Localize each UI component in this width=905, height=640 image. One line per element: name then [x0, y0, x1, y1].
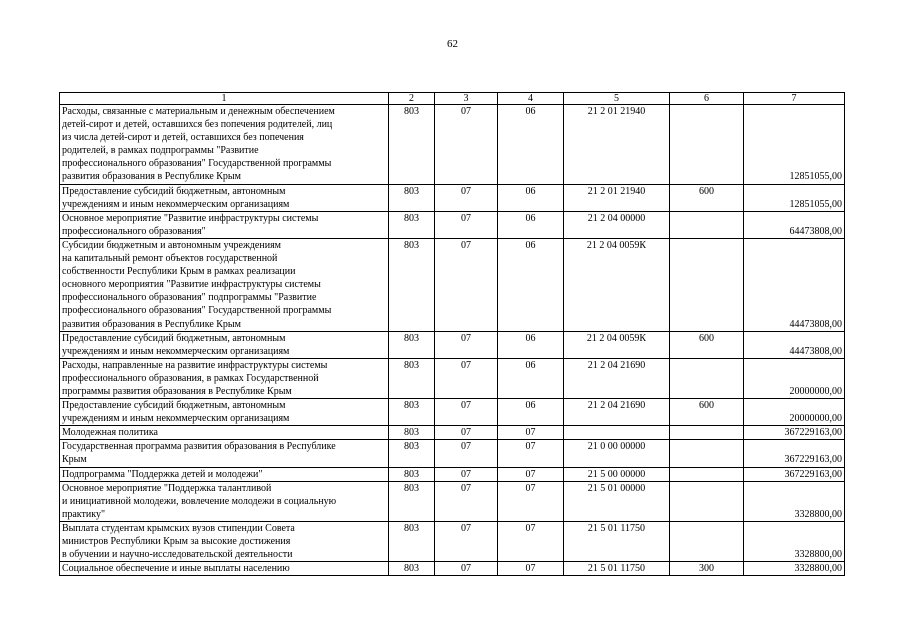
- row-amount-cell: 44473808,00: [744, 331, 845, 358]
- row-name-line: профессионального образования": [62, 225, 206, 237]
- table-row: [60, 331, 845, 358]
- row-code-cell: 803: [389, 238, 435, 331]
- row-subsection-cell: 07: [498, 562, 564, 576]
- table-row: [60, 440, 845, 467]
- row-name-cell: [60, 562, 389, 576]
- row-code-cell: 803: [389, 184, 435, 211]
- row-amount-cell: 12851055,00: [744, 184, 845, 211]
- row-code-cell: 803: [389, 440, 435, 467]
- header-row: [60, 93, 845, 105]
- row-subsection-cell: 06: [498, 184, 564, 211]
- row-section-cell: 07: [435, 481, 498, 521]
- header-cell-5: 5: [564, 93, 670, 105]
- row-expense-type-cell: [670, 521, 744, 561]
- table-row: [60, 184, 845, 211]
- row-name-line: собственности Республики Крым в рамках реализации: [62, 266, 296, 278]
- row-section-cell: 07: [435, 184, 498, 211]
- row-subsection-cell: 07: [498, 481, 564, 521]
- row-name-line: программы развития образования в Республике Крым: [62, 385, 292, 397]
- row-name-line: Выплата студентам крымских вузов стипендии Совета: [62, 522, 295, 534]
- row-section-cell: 07: [435, 358, 498, 398]
- header-cell-3: 3: [435, 93, 498, 105]
- header-cell-4: 4: [498, 93, 564, 105]
- row-name-line: основного мероприятия "Развитие инфраструктуры системы: [62, 279, 321, 291]
- row-name-line: Предоставление субсидий бюджетным, автономным: [62, 332, 286, 344]
- row-code-cell: 803: [389, 467, 435, 481]
- table-row: [60, 358, 845, 398]
- row-subsection-cell: 06: [498, 105, 564, 185]
- row-name-cell: [60, 331, 389, 358]
- row-name-line: практику": [62, 508, 106, 520]
- row-target-article-cell: 21 2 04 0059К: [564, 331, 670, 358]
- row-expense-type-cell: [670, 440, 744, 467]
- page-number: 62: [447, 38, 458, 50]
- row-expense-type-cell: 600: [670, 331, 744, 358]
- row-code-cell: 803: [389, 211, 435, 238]
- row-amount-cell: 44473808,00: [744, 238, 845, 331]
- row-target-article-cell: 21 2 01 21940: [564, 184, 670, 211]
- row-section-cell: 07: [435, 440, 498, 467]
- row-section-cell: 07: [435, 399, 498, 426]
- header-cell-6: 6: [670, 93, 744, 105]
- row-expense-type-cell: [670, 467, 744, 481]
- row-target-article-cell: [564, 426, 670, 440]
- row-subsection-cell: 06: [498, 238, 564, 331]
- table-body: [60, 93, 845, 576]
- row-target-article-cell: 21 5 01 11750: [564, 521, 670, 561]
- row-amount-cell: 20000000,00: [744, 399, 845, 426]
- table-row: [60, 399, 845, 426]
- row-expense-type-cell: [670, 481, 744, 521]
- row-code-cell: 803: [389, 358, 435, 398]
- row-name-line: Государственная программа развития образования в Республике: [62, 441, 336, 453]
- row-subsection-cell: 06: [498, 399, 564, 426]
- row-section-cell: 07: [435, 426, 498, 440]
- row-target-article-cell: 21 5 00 00000: [564, 467, 670, 481]
- row-name-cell: [60, 184, 389, 211]
- row-name-line: Предоставление субсидий бюджетным, автономным: [62, 185, 286, 197]
- row-expense-type-cell: [670, 211, 744, 238]
- row-name-line: учреждениям и иным некоммерческим организациям: [62, 198, 290, 210]
- row-name-line: учреждениям и иным некоммерческим организациям: [62, 345, 290, 357]
- row-name-cell: [60, 358, 389, 398]
- row-name-line: детей-сирот и детей, оставшихся без попечения родителей, лиц: [62, 119, 333, 131]
- row-target-article-cell: 21 0 00 00000: [564, 440, 670, 467]
- row-target-article-cell: 21 2 04 0059К: [564, 238, 670, 331]
- row-code-cell: 803: [389, 331, 435, 358]
- table-row: [60, 562, 845, 576]
- row-name-cell: [60, 467, 389, 481]
- row-code-cell: 803: [389, 399, 435, 426]
- row-name-cell: [60, 105, 389, 185]
- row-amount-cell: 367229163,00: [744, 426, 845, 440]
- row-amount-cell: 3328800,00: [744, 521, 845, 561]
- row-name-cell: [60, 211, 389, 238]
- row-expense-type-cell: 600: [670, 399, 744, 426]
- row-name-line: учреждениям и иным некоммерческим организациям: [62, 413, 290, 425]
- row-amount-cell: 367229163,00: [744, 440, 845, 467]
- row-name-cell: [60, 521, 389, 561]
- table-row: [60, 105, 845, 185]
- row-name-line: на капитальный ремонт объектов государственной: [62, 253, 278, 265]
- row-name-line: Социальное обеспечение и иные выплаты населению: [62, 563, 290, 575]
- row-code-cell: 803: [389, 521, 435, 561]
- row-section-cell: 07: [435, 521, 498, 561]
- row-expense-type-cell: [670, 238, 744, 331]
- row-target-article-cell: 21 2 04 00000: [564, 211, 670, 238]
- row-amount-cell: 64473808,00: [744, 211, 845, 238]
- row-expense-type-cell: [670, 358, 744, 398]
- row-name-line: родителей, в рамках подпрограммы "Развитие: [62, 145, 259, 157]
- row-name-line: профессионального образования, в рамках Государственной: [62, 372, 319, 384]
- row-expense-type-cell: [670, 105, 744, 185]
- row-subsection-cell: 06: [498, 358, 564, 398]
- row-name-line: Субсидии бюджетным и автономным учреждениям: [62, 239, 282, 251]
- row-name-cell: [60, 238, 389, 331]
- row-target-article-cell: 21 5 01 00000: [564, 481, 670, 521]
- row-section-cell: 07: [435, 331, 498, 358]
- header-cell-1: 1: [60, 93, 389, 105]
- row-name-cell: [60, 399, 389, 426]
- row-subsection-cell: 07: [498, 521, 564, 561]
- row-name-line: профессионального образования" подпрограммы "Развитие: [62, 292, 317, 304]
- table-row: [60, 426, 845, 440]
- row-name-line: Расходы, связанные с материальным и денежным обеспечением: [62, 106, 335, 117]
- row-name-line: Крым: [62, 454, 87, 466]
- row-name-line: Основное мероприятие "Поддержка талантливой: [62, 482, 272, 494]
- row-amount-cell: 3328800,00: [744, 481, 845, 521]
- row-subsection-cell: 07: [498, 467, 564, 481]
- row-name-cell: [60, 440, 389, 467]
- row-name-line: из числа детей-сирот и детей, оставшихся без попечения: [62, 132, 304, 144]
- header-cell-2: 2: [389, 93, 435, 105]
- row-section-cell: 07: [435, 238, 498, 331]
- row-name-line: министров Республики Крым за высокие достижения: [62, 536, 291, 547]
- table-row: [60, 481, 845, 521]
- row-amount-cell: 3328800,00: [744, 562, 845, 576]
- row-expense-type-cell: 300: [670, 562, 744, 576]
- table-row: [60, 467, 845, 481]
- row-code-cell: 803: [389, 562, 435, 576]
- budget-table: [59, 92, 845, 576]
- row-amount-cell: 20000000,00: [744, 358, 845, 398]
- row-section-cell: 07: [435, 467, 498, 481]
- row-target-article-cell: 21 2 04 21690: [564, 358, 670, 398]
- row-name-line: профессионального образования" Государственной программы: [62, 305, 332, 317]
- table-row: [60, 211, 845, 238]
- row-name-line: в обучении и научно-исследовательской деятельности: [62, 549, 293, 561]
- row-name-line: Основное мероприятие "Развитие инфраструктуры системы: [62, 212, 319, 224]
- row-amount-cell: 12851055,00: [744, 105, 845, 185]
- row-target-article-cell: 21 5 01 11750: [564, 562, 670, 576]
- row-section-cell: 07: [435, 211, 498, 238]
- row-name-cell: [60, 426, 389, 440]
- row-name-line: и инициативной молодежи, вовлечение молодежи в социальную: [62, 495, 337, 507]
- table-row: [60, 521, 845, 561]
- row-name-line: Предоставление субсидий бюджетным, автономным: [62, 400, 286, 412]
- row-amount-cell: 367229163,00: [744, 467, 845, 481]
- row-name-line: профессионального образования" Государственной программы: [62, 158, 332, 170]
- header-cell-7: 7: [744, 93, 845, 105]
- row-subsection-cell: 07: [498, 440, 564, 467]
- row-code-cell: 803: [389, 426, 435, 440]
- row-expense-type-cell: [670, 426, 744, 440]
- row-name-cell: [60, 481, 389, 521]
- row-target-article-cell: 21 2 04 21690: [564, 399, 670, 426]
- row-section-cell: 07: [435, 562, 498, 576]
- row-target-article-cell: 21 2 01 21940: [564, 105, 670, 185]
- row-section-cell: 07: [435, 105, 498, 185]
- row-name-line: Расходы, направленные на развитие инфраструктуры системы: [62, 359, 328, 371]
- table-row: [60, 238, 845, 331]
- row-name-line: развития образования в Республике Крым: [62, 318, 241, 330]
- row-name-line: развития образования в Республике Крым: [62, 171, 241, 183]
- row-code-cell: 803: [389, 481, 435, 521]
- row-subsection-cell: 06: [498, 331, 564, 358]
- row-name-line: Подпрограмма "Поддержка детей и молодежи": [62, 468, 263, 480]
- row-subsection-cell: 06: [498, 211, 564, 238]
- row-code-cell: 803: [389, 105, 435, 185]
- row-expense-type-cell: 600: [670, 184, 744, 211]
- row-name-line: Молодежная политика: [62, 427, 158, 439]
- row-subsection-cell: 07: [498, 426, 564, 440]
